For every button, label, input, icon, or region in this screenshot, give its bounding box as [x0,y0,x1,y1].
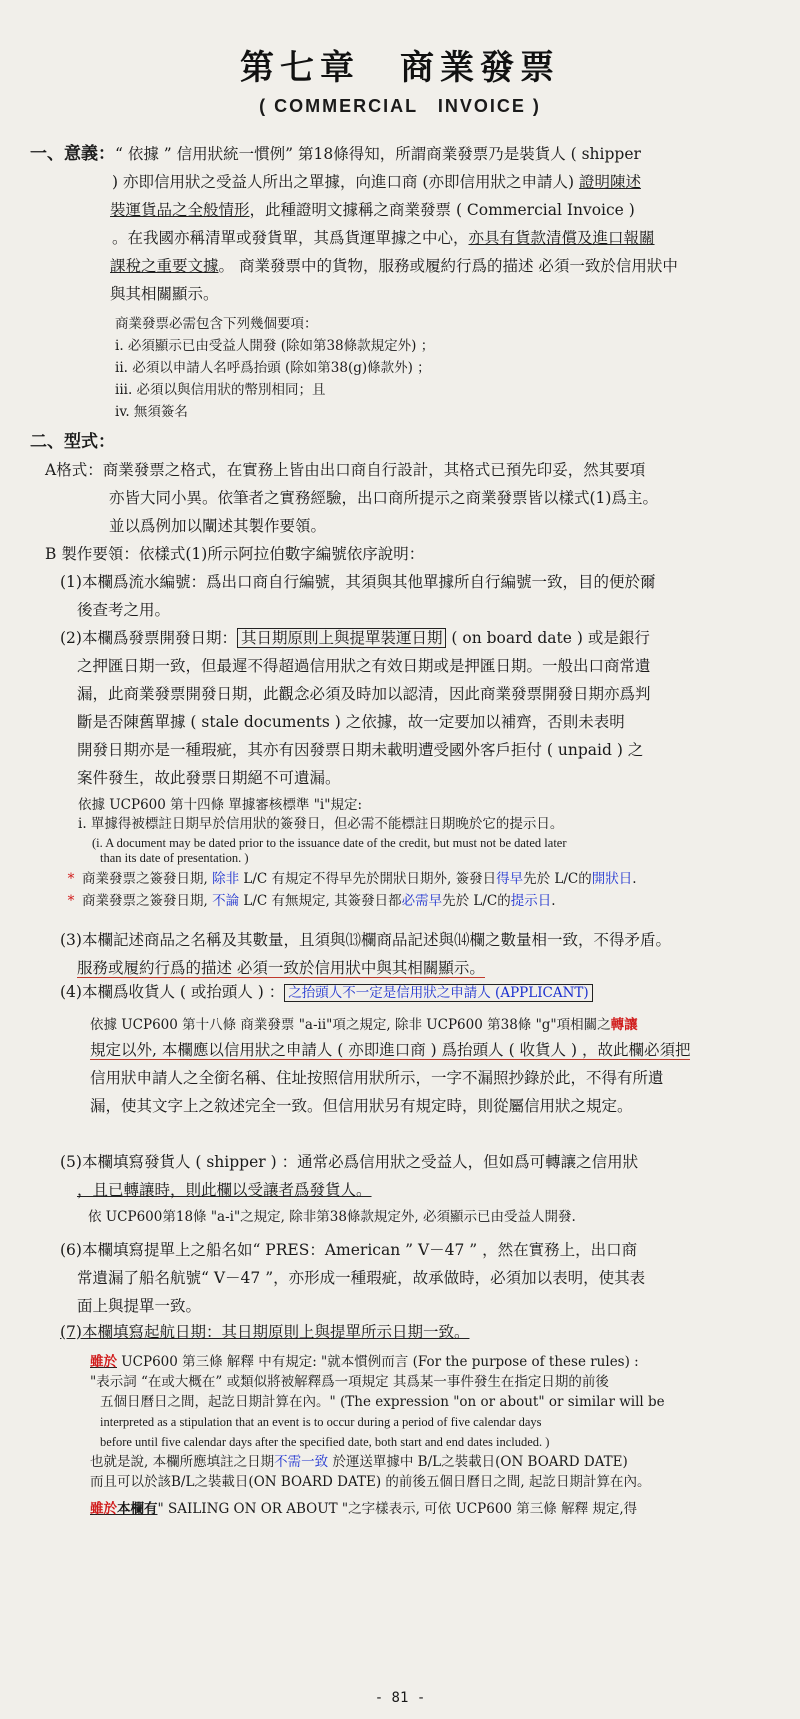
text-span: 商業發票之簽發日期, [82,871,213,887]
format-paragraph [45,456,658,540]
text-line: 五個日曆日之間，起訖日期計算在內。" (The expression "on or about" or similar will be [100,1394,665,1410]
text-line: before until five calendar days after the specified date, both start and end dates included. ) [100,1435,550,1449]
text-span: . [551,893,556,909]
item-2 [60,624,651,792]
highlight-text: 雖於 [90,1354,117,1370]
text-line: A格式：商業發票之格式，在實務上皆由出口商自行設計，其格式已預先印妥，然其要項 [45,461,646,479]
text-span: " SAILING ON OR ABOUT "之字樣表示, 可依 UCP600 第三條 解釋 規定,得 [157,1501,638,1517]
section-1-heading: 一、意義： [30,144,115,164]
item-1 [60,568,655,624]
applicant-note: 之抬頭人不一定是信用狀之申請人 (APPLICANT) [284,984,592,1002]
page-number: - 81 - [374,1690,426,1706]
text-span: 也就是說, 本欄所應填註之日期 [90,1454,275,1470]
text-span: (4)本欄爲收貨人 ( 或抬頭人 ) ： [60,983,285,1001]
ucp14-english [92,836,567,866]
item-4-body [90,1036,690,1120]
underlined-text: 裝運貨品之全般情形 [110,201,250,219]
text-span: . [632,871,637,887]
requirement-item: iii. 必須以與信用狀的幣別相同；且 [115,382,326,398]
item-7-sailing [90,1500,637,1519]
underlined-text: ，且已轉讓時，則此欄以受讓者爲發貨人。 [77,1181,372,1199]
star-notes [60,868,637,912]
text-line: 漏，此商業發票開發日期，此觀念必須及時加以認清，因此商業發票開發日期亦爲判 [77,685,651,703]
text-span: 於運送單據中 B/L之裝載日(ON BOARD DATE) [328,1454,628,1470]
text-span: 先於 L/C的 [442,893,511,909]
text-line: 並以爲例加以闡述其製作要領。 [109,517,327,535]
item-5 [60,1148,638,1204]
underlined-text: 課稅之重要文據 [110,257,219,275]
text-line: 常遺漏了船名航號“ V－47 ”，亦形成一種瑕疵，故承做時，必須加以表明，使其表 [77,1269,646,1287]
requirements-intro: 商業發票必需包含下列幾個要項： [115,316,318,332]
text-line: “ 依據 ” 信用狀統一慣例” 第18條得知，所謂商業發票乃是裝貨人 ( shipper [115,145,641,163]
text-line: 之押匯日期一致，但最遲不得超過信用狀之有效日期或是押匯日期。一般出口商常遺 [77,657,651,675]
highlight-text: 不論 [212,893,240,909]
section-2 [30,428,115,456]
text-line: 亦皆大同小異。依筆者之實務經驗，出口商所提示之商業發票皆以樣式(1)爲主。 [109,489,658,507]
highlight-text: 得早 [496,871,524,887]
text-span: L/C 有無規定, 其簽發日都 [239,893,402,909]
text-span: UCP600 第三條 解釋 中有規定: "就本慣例而言 (For the purpose of these rules) : [117,1354,639,1370]
text-line: 依據 UCP600 第十四條 單據審核標準 "i"規定: [78,797,363,813]
text-line: 開發日期亦是一種瑕疵，其亦有因發票日期未載明遭受國外客戶拒付 ( unpaid ) 之 [77,741,644,759]
asterisk-icon: * [67,893,75,909]
text-line: 規定以外, 本欄應以信用狀之申請人 ( 亦即進口商 ) 爲抬頭人 ( 收貨人 ) ，故此欄必須把 [90,1041,691,1059]
method-heading: B 製作要領：依樣式(1)所示阿拉伯數字編號依序說明： [45,545,425,563]
text-line: ) 亦即信用狀之受益人所出之單據，向進口商 (亦即信用狀之申請人) [112,173,579,191]
text-line: 。 商業發票中的貨物，服務或履約行爲的描述 必須一致於信用狀中 [218,257,678,275]
chapter-title: 第七章 商業發票 [240,48,560,88]
requirement-item: ii. 必須以申請人名呼爲抬頭 (除如第38(g)條款外) ； [115,360,431,376]
text-line: (3)本欄記述商品之名稱及其數量，且須與⒀欄商品記述與⒁欄之數量相一致，不得矛盾。 [60,931,671,949]
text-span: 先於 L/C的 [523,871,592,887]
item-4-detail [90,1012,638,1038]
underlined-text: 本欄有 [117,1501,158,1517]
text-line: 面上與提單一致。 [77,1297,202,1315]
text-span: 商業發票之簽發日期, [82,893,213,909]
text-line: 信用狀申請人之全銜名稱、住址按照信用狀所示，一字不漏照抄錄於此，不得有所遺 [90,1069,664,1087]
item-4 [60,978,593,1007]
asterisk-icon: * [67,871,75,887]
text-line: than its date of presentation. ) [100,851,249,865]
requirement-item: iv. 無須簽名 [115,404,188,420]
section-1 [30,140,678,308]
text-span: (2)本欄爲發票開發日期： [60,629,237,647]
item-6 [60,1236,645,1320]
text-span: L/C 有規定不得早先於開狀日期外, 簽發日 [239,871,497,887]
highlight-text: 提示日 [510,893,552,909]
underlined-text: 服務或履約行爲的描述 必須一致於信用狀中與其相關顯示。 [77,959,485,977]
item-7-detail [90,1352,665,1492]
text-span: ( on board date ) 或是銀行 [446,629,650,647]
underlined-text: 證明陳述 [578,173,641,191]
item-3 [60,926,671,982]
text-line: (i. A document may be dated prior to the issuance date of the credit, but must not be dated later [92,836,567,850]
text-line: 。在我國亦稱清單或發貨單，其爲貨運單據之中心， [112,229,469,247]
requirements-list [115,313,434,423]
text-line: 後查考之用。 [77,601,171,619]
text-span: 依據 UCP600 第十八條 商業發票 "a-ii"項之規定, 除非 UCP600 第38條 "g"項相關之 [90,1017,611,1033]
highlight-text: 不需一致 [274,1454,329,1470]
underlined-text: 亦具有貨款清償及進口報關 [468,229,655,247]
text-line: interpreted as a stipulation that an event is to occur during a period of five calendar days [100,1415,542,1429]
highlight-text: 雖於 [90,1501,117,1517]
section-2-heading: 二、型式： [30,432,115,452]
ucp14-note [78,796,563,834]
text-line: ，此種證明文據稱之商業發票 ( Commercial Invoice ) [249,201,635,219]
underlined-text: (7)本欄填寫起航日期：其日期原則上與提單所示日期一致。 [60,1323,470,1341]
text-line: 而且可以於該B/L之裝載日(ON BOARD DATE) 的前後五個日曆日之間, 起訖日期計算在內。 [90,1474,651,1490]
highlight-text: 開狀日 [591,871,633,887]
item-5-note [88,1208,576,1227]
text-line: 依 UCP600第18條 "a-i"之規定, 除非第38條款規定外, 必須顯示已由受益人開發. [88,1209,576,1225]
text-line: 漏，使其文字上之敘述完全一致。但信用狀另有規定時，則從屬信用狀之規定。 [90,1097,633,1115]
boxed-text: 其日期原則上與提單裝運日期 [237,628,447,648]
highlight-text: 轉讓 [610,1017,638,1033]
requirement-item: i. 必須顯示已由受益人開發 (除如第38條款規定外) ； [115,338,435,354]
text-line: i. 單據得被標註日期早於信用狀的簽發日，但必需不能標註日期晚於它的提示日。 [78,816,564,832]
text-line: 案件發生，故此發票日期絕不可遺漏。 [77,769,341,787]
highlight-text: 除非 [212,871,240,887]
text-line: (5)本欄填寫發貨人 ( shipper ) ：通常必爲信用狀之受益人，但如爲可轉讓之信用狀 [60,1153,639,1171]
text-line: "表示詞 “在或大概在” 或類似將被解釋爲一項規定 其爲某一事件發生在指定日期的前後 [90,1374,609,1390]
text-line: 與其相關顯示。 [110,285,219,303]
text-line: 斷是否陳舊單據 ( stale documents ) 之依據，故一定要加以補齊，否則未表明 [77,713,625,731]
text-line: (6)本欄填寫提單上之船名如“ PRES：American ” V－47 ” ，然在實務上，出口商 [60,1241,638,1259]
chapter-subtitle: ( COMMERCIAL INVOICE ) [259,96,541,116]
text-line: (1)本欄爲流水編號：爲出口商自行編號，其須與其他單據所自行編號一致，目的便於爾 [60,573,656,591]
item-7 [60,1318,469,1346]
highlight-text: 必需早 [401,893,443,909]
